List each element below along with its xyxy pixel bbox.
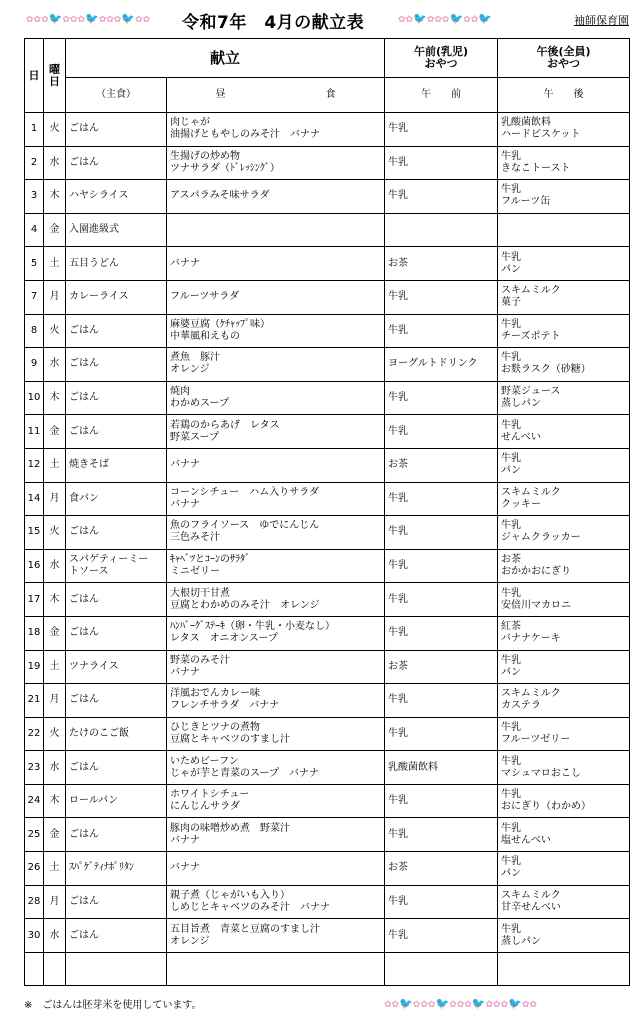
kondate-header: 献立	[66, 39, 385, 78]
menu-row	[25, 415, 630, 449]
am-snack-cell: 牛乳	[385, 146, 498, 180]
pm-snack-cell: 牛乳 安倍川マカロニ	[498, 583, 630, 617]
menu-row	[25, 583, 630, 617]
pm-snack-cell: 牛乳 フルーツゼリー	[498, 717, 630, 751]
lunch-cell: 大根切干甘煮 豆腐とわかめのみそ汁 オレンジ	[167, 583, 385, 617]
main-dish-cell: ハヤシライス	[66, 180, 167, 214]
menu-row	[25, 818, 630, 852]
menu-row	[25, 314, 630, 348]
main-dish-cell: 食パン	[66, 482, 167, 516]
menu-row	[25, 549, 630, 583]
day-cell: 2	[25, 146, 44, 180]
pm-snack-cell	[498, 213, 630, 247]
footnote: ※ ごはんは胚芽米を使用しています。	[24, 1000, 202, 1011]
lunch-cell: ｷｬﾍﾞﾂとｺｰﾝのｻﾗﾀﾞ ミニゼリー	[167, 549, 385, 583]
main-dish-cell: たけのこご飯	[66, 717, 167, 751]
empty-cell	[25, 952, 44, 985]
pm-subheader: 午 後	[498, 78, 630, 113]
main-dish-cell: ごはん	[66, 684, 167, 718]
weekday-cell: 土	[44, 852, 66, 886]
pm-snack-cell: 牛乳 塩せんべい	[498, 818, 630, 852]
lunch-cell: ホワイトシチュー にんじんサラダ	[167, 784, 385, 818]
am-snack-cell: 牛乳	[385, 549, 498, 583]
main-dish-cell: ごはん	[66, 113, 167, 147]
weekday-header: 曜日	[44, 39, 66, 113]
day-cell: 21	[25, 684, 44, 718]
menu-row	[25, 516, 630, 550]
am-snack-cell: お茶	[385, 448, 498, 482]
lunch-cell: 肉じゃが 油揚げともやしのみそ汁 バナナ	[167, 113, 385, 147]
day-cell: 30	[25, 919, 44, 953]
lunch-cell: 野菜のみそ汁 バナナ	[167, 650, 385, 684]
weekday-cell: 金	[44, 213, 66, 247]
menu-table	[24, 38, 630, 986]
pm-snack-cell: 牛乳 パン	[498, 650, 630, 684]
lunch-cell: ﾊﾝﾊﾞｰｸﾞｽﾃｰｷ（卵・牛乳・小麦なし） レタス オニオンスープ	[167, 616, 385, 650]
page-title: 令和7年 4月の献立表	[182, 13, 365, 33]
am-snack-cell: お茶	[385, 852, 498, 886]
weekday-cell: 水	[44, 751, 66, 785]
menu-body	[25, 113, 630, 986]
day-cell: 4	[25, 213, 44, 247]
day-cell: 11	[25, 415, 44, 449]
empty-cell	[44, 952, 66, 985]
menu-row	[25, 717, 630, 751]
pm-snack-cell: 牛乳 パン	[498, 247, 630, 281]
lunch-cell: 五目旨煮 青菜と豆腐のすまし汁 オレンジ	[167, 919, 385, 953]
lunch-cell: 魚のフライソース ゆでにんじん 三色みそ汁	[167, 516, 385, 550]
menu-row	[25, 616, 630, 650]
weekday-cell: 月	[44, 482, 66, 516]
weekday-cell: 土	[44, 650, 66, 684]
weekday-cell: 月	[44, 885, 66, 919]
lunch-header: 昼 食	[167, 78, 385, 113]
am-snack-cell: お茶	[385, 247, 498, 281]
weekday-cell: 木	[44, 381, 66, 415]
menu-row	[25, 852, 630, 886]
main-dish-cell: ごはん	[66, 751, 167, 785]
pm-snack-cell: 牛乳 パン	[498, 852, 630, 886]
lunch-cell: 親子煮（じゃがいも入り） しめじとキャベツのみそ汁 バナナ	[167, 885, 385, 919]
main-dish-cell: 入園進級式	[66, 213, 167, 247]
am-snack-cell: 牛乳	[385, 516, 498, 550]
am-snack-header: 午前(乳児) おやつ	[385, 39, 498, 78]
main-dish-cell: ごはん	[66, 919, 167, 953]
am-snack-cell: 牛乳	[385, 482, 498, 516]
menu-row	[25, 146, 630, 180]
day-cell: 16	[25, 549, 44, 583]
main-dish-cell: ｽﾊﾟｹﾞﾃｨﾅﾎﾟﾘﾀﾝ	[66, 852, 167, 886]
day-cell: 18	[25, 616, 44, 650]
am-snack-cell: 牛乳	[385, 415, 498, 449]
menu-row	[25, 180, 630, 214]
lunch-cell: いためビーフン じゃが芋と青菜のスープ バナナ	[167, 751, 385, 785]
day-cell: 23	[25, 751, 44, 785]
flower-bird-decoration-bottom: ✿✿🐦✿✿✿🐦✿✿✿🐦✿✿✿🐦✿✿	[384, 997, 537, 1010]
am-snack-cell: 牛乳	[385, 717, 498, 751]
pm-snack-cell: 牛乳 ジャムクラッカー	[498, 516, 630, 550]
pm-snack-cell: 牛乳 おにぎり（わかめ）	[498, 784, 630, 818]
empty-cell	[498, 952, 630, 985]
pm-snack-cell: 牛乳 せんべい	[498, 415, 630, 449]
pm-snack-cell: スキムミルク カステラ	[498, 684, 630, 718]
day-cell: 7	[25, 280, 44, 314]
pm-snack-cell: 紅茶 バナナケーキ	[498, 616, 630, 650]
day-header: 日	[25, 39, 44, 113]
pm-snack-cell: 牛乳 マシュマロおこし	[498, 751, 630, 785]
main-dish-cell: ごはん	[66, 885, 167, 919]
school-name: 袖師保育園	[574, 14, 629, 27]
weekday-cell: 土	[44, 247, 66, 281]
am-snack-cell: 牛乳	[385, 784, 498, 818]
pm-snack-header: 午後(全員) おやつ	[498, 39, 630, 78]
lunch-cell: 麻婆豆腐（ｹﾁｬｯﾌﾟ味） 中華風和えもの	[167, 314, 385, 348]
day-cell: 19	[25, 650, 44, 684]
am-snack-cell: 牛乳	[385, 919, 498, 953]
lunch-cell: バナナ	[167, 852, 385, 886]
weekday-cell: 火	[44, 717, 66, 751]
menu-row	[25, 919, 630, 953]
weekday-cell: 水	[44, 348, 66, 382]
pm-snack-cell: 牛乳 フルーツ缶	[498, 180, 630, 214]
day-cell: 5	[25, 247, 44, 281]
empty-row	[25, 952, 630, 985]
main-dish-cell: ツナライス	[66, 650, 167, 684]
subheader-row	[25, 78, 630, 113]
am-snack-cell: 牛乳	[385, 684, 498, 718]
day-cell: 9	[25, 348, 44, 382]
header-row	[25, 39, 630, 78]
am-snack-cell: 牛乳	[385, 885, 498, 919]
am-snack-cell: お茶	[385, 650, 498, 684]
weekday-cell: 金	[44, 415, 66, 449]
empty-cell	[385, 952, 498, 985]
am-snack-cell: 牛乳	[385, 180, 498, 214]
am-snack-cell: 牛乳	[385, 818, 498, 852]
pm-snack-cell: 牛乳 チーズポテト	[498, 314, 630, 348]
main-dish-cell: ごはん	[66, 583, 167, 617]
shushoku-header: （主食）	[66, 78, 167, 113]
day-cell: 15	[25, 516, 44, 550]
main-dish-cell: ごはん	[66, 516, 167, 550]
menu-row	[25, 381, 630, 415]
pm-snack-cell: スキムミルク クッキー	[498, 482, 630, 516]
weekday-cell: 水	[44, 146, 66, 180]
main-dish-cell: ごはん	[66, 818, 167, 852]
menu-row	[25, 213, 630, 247]
main-dish-cell: ごはん	[66, 616, 167, 650]
pm-snack-cell: お茶 おかかおにぎり	[498, 549, 630, 583]
menu-row	[25, 885, 630, 919]
menu-row	[25, 751, 630, 785]
day-cell: 10	[25, 381, 44, 415]
pm-snack-cell: 牛乳 きなこトースト	[498, 146, 630, 180]
menu-row	[25, 784, 630, 818]
am-snack-cell: 牛乳	[385, 381, 498, 415]
menu-row	[25, 482, 630, 516]
menu-row	[25, 247, 630, 281]
main-dish-cell: ごはん	[66, 146, 167, 180]
day-cell: 3	[25, 180, 44, 214]
day-cell: 25	[25, 818, 44, 852]
menu-row	[25, 684, 630, 718]
weekday-cell: 月	[44, 280, 66, 314]
lunch-cell: コーンシチュー ハム入りサラダ バナナ	[167, 482, 385, 516]
day-cell: 12	[25, 448, 44, 482]
main-dish-cell: ごはん	[66, 348, 167, 382]
weekday-cell: 水	[44, 919, 66, 953]
lunch-cell: フルーツサラダ	[167, 280, 385, 314]
am-snack-cell: 牛乳	[385, 583, 498, 617]
lunch-cell: 若鶏のからあげ レタス 野菜スープ	[167, 415, 385, 449]
lunch-cell: 煮魚 豚汁 オレンジ	[167, 348, 385, 382]
lunch-cell: アスパラみそ味サラダ	[167, 180, 385, 214]
main-dish-cell: 五目うどん	[66, 247, 167, 281]
main-dish-cell: ごはん	[66, 415, 167, 449]
pm-snack-cell: 野菜ジュース 蒸しパン	[498, 381, 630, 415]
main-dish-cell: スパゲティーミー トソース	[66, 549, 167, 583]
main-dish-cell: ごはん	[66, 314, 167, 348]
day-cell: 22	[25, 717, 44, 751]
lunch-cell: 洋風おでんカレー味 フレンチサラダ バナナ	[167, 684, 385, 718]
day-cell: 14	[25, 482, 44, 516]
lunch-cell: バナナ	[167, 448, 385, 482]
day-cell: 8	[25, 314, 44, 348]
am-snack-cell	[385, 213, 498, 247]
empty-cell	[66, 952, 167, 985]
weekday-cell: 金	[44, 616, 66, 650]
am-snack-cell: 牛乳	[385, 314, 498, 348]
am-snack-cell: 乳酸菌飲料	[385, 751, 498, 785]
pm-snack-cell: スキムミルク 菓子	[498, 280, 630, 314]
main-dish-cell: 焼きそば	[66, 448, 167, 482]
menu-row	[25, 113, 630, 147]
page-header	[0, 0, 643, 36]
lunch-cell: ひじきとツナの煮物 豆腐とキャベツのすまし汁	[167, 717, 385, 751]
pm-snack-cell: 牛乳 お麩ラスク（砂糖）	[498, 348, 630, 382]
day-cell: 28	[25, 885, 44, 919]
am-snack-cell: 牛乳	[385, 616, 498, 650]
lunch-cell: バナナ	[167, 247, 385, 281]
menu-row	[25, 348, 630, 382]
day-cell: 24	[25, 784, 44, 818]
weekday-cell: 木	[44, 784, 66, 818]
am-snack-cell: ヨーグルトドリンク	[385, 348, 498, 382]
weekday-cell: 水	[44, 549, 66, 583]
weekday-cell: 火	[44, 113, 66, 147]
day-cell: 26	[25, 852, 44, 886]
weekday-cell: 土	[44, 448, 66, 482]
pm-snack-cell: 乳酸菌飲料 ハードビスケット	[498, 113, 630, 147]
main-dish-cell: カレーライス	[66, 280, 167, 314]
flower-bird-decoration-right: ✿✿🐦✿✿✿🐦✿✿🐦	[398, 12, 492, 25]
weekday-cell: 金	[44, 818, 66, 852]
main-dish-cell: ロールパン	[66, 784, 167, 818]
lunch-cell: 焼肉 わかめスープ	[167, 381, 385, 415]
pm-snack-cell: 牛乳 蒸しパン	[498, 919, 630, 953]
pm-snack-cell: スキムミルク 甘辛せんべい	[498, 885, 630, 919]
am-snack-cell: 牛乳	[385, 113, 498, 147]
weekday-cell: 月	[44, 684, 66, 718]
flower-bird-decoration-left: ✿✿✿🐦✿✿✿🐦✿✿✿🐦✿✿	[26, 12, 151, 25]
lunch-cell: 豚肉の味噌炒め煮 野菜汁 バナナ	[167, 818, 385, 852]
am-subheader: 午 前	[385, 78, 498, 113]
weekday-cell: 木	[44, 180, 66, 214]
lunch-cell: 生揚げの炒め物 ツナサラダ（ﾄﾞﾚｯｼﾝｸﾞ）	[167, 146, 385, 180]
lunch-cell	[167, 213, 385, 247]
menu-row	[25, 650, 630, 684]
main-dish-cell: ごはん	[66, 381, 167, 415]
weekday-cell: 火	[44, 516, 66, 550]
day-cell: 1	[25, 113, 44, 147]
menu-row	[25, 280, 630, 314]
am-snack-cell: 牛乳	[385, 280, 498, 314]
weekday-cell: 火	[44, 314, 66, 348]
menu-row	[25, 448, 630, 482]
weekday-cell: 木	[44, 583, 66, 617]
day-cell: 17	[25, 583, 44, 617]
empty-cell	[167, 952, 385, 985]
pm-snack-cell: 牛乳 パン	[498, 448, 630, 482]
